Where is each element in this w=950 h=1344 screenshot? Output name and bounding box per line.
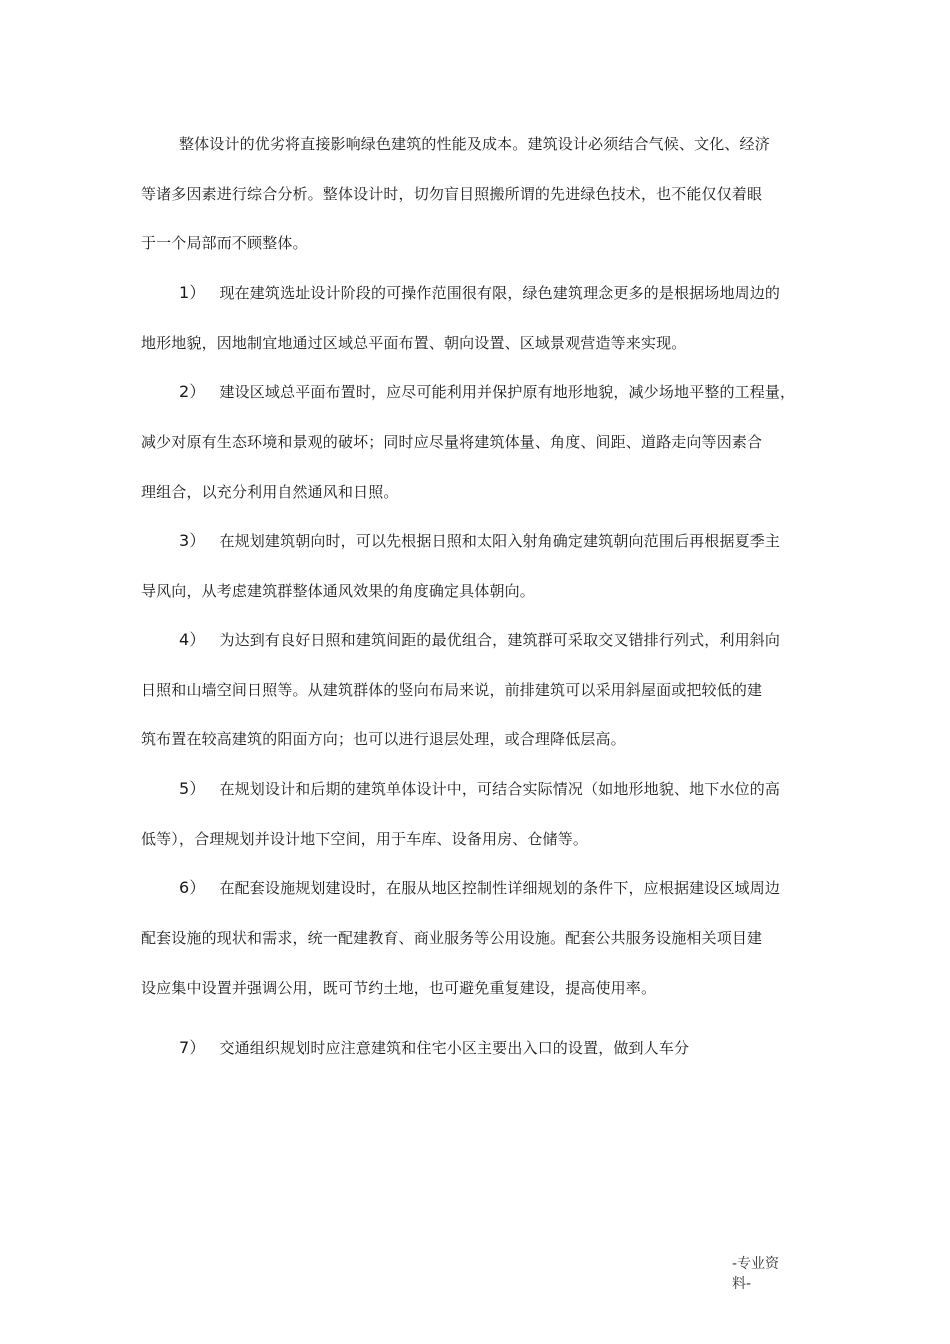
paragraph-line	[179, 134, 770, 154]
paragraph-text: 在规划设计和后期的建筑单体设计中，可结合实际情况（如地形地貌、地下水位的高	[219, 780, 781, 798]
paragraph-line	[179, 531, 780, 551]
paragraph-text: 理组合，以充分利用自然通风和日照。	[141, 483, 399, 501]
page-footer	[732, 1254, 802, 1294]
footer-line-1: -专业资	[732, 1256, 780, 1272]
paragraph-line	[141, 482, 399, 502]
paragraph-line	[141, 729, 626, 749]
item-number: 5）	[179, 779, 206, 798]
item-number: 7）	[179, 1038, 206, 1057]
paragraph-line	[141, 978, 656, 998]
paragraph-text: 低等），合理规划并设计地下空间，用于车库、设备用房、仓储等。	[141, 830, 589, 848]
paragraph-line	[179, 630, 780, 650]
paragraph-line	[141, 581, 535, 601]
paragraph-text: 设应集中设置并强调公用，既可节约土地，也可避免重复建设，提高使用率。	[141, 979, 657, 997]
paragraph-text: 于一个局部而不顾整体。	[141, 234, 308, 252]
paragraph-text: 等诸多因素进行综合分析。整体设计时，切勿盲目照搬所谓的先进绿色技术，也不能仅仅着眼	[141, 185, 763, 203]
paragraph-line	[141, 184, 762, 204]
paragraph-line	[179, 1038, 689, 1058]
paragraph-text: 现在建筑选址设计阶段的可操作范围很有限，绿色建筑理念更多的是根据场地周边的	[219, 284, 781, 302]
item-number: 3）	[179, 531, 206, 550]
paragraph-line	[179, 382, 795, 402]
paragraph-text: 配套设施的现状和需求，统一配建教育、商业服务等公用设施。配套公共服务设施相关项目建	[141, 929, 763, 947]
paragraph-text: 减少对原有生态环境和景观的破坏；同时应尽量将建筑体量、角度、间距、道路走向等因素合	[141, 433, 763, 451]
paragraph-line	[141, 829, 588, 849]
paragraph-text: 在配套设施规划建设时，在服从地区控制性详细规划的条件下，应根据建设区域周边	[219, 879, 781, 897]
paragraph-text: 导风向，从考虑建筑群整体通风效果的角度确定具体朝向。	[141, 582, 535, 600]
paragraph-text: 日照和山墙空间日照等。从建筑群体的竖向布局来说，前排建筑可以采用斜屋面或把较低的建	[141, 681, 763, 699]
paragraph-text: 为达到有良好日照和建筑间距的最优组合，建筑群可采取交叉错排行列式，利用斜向	[219, 631, 781, 649]
paragraph-line	[141, 233, 308, 253]
paragraph-line	[179, 283, 780, 303]
item-number: 4）	[179, 630, 206, 649]
paragraph-text: 在规划建筑朝向时，可以先根据日照和太阳入射角确定建筑朝向范围后再根据夏季主	[219, 532, 781, 550]
paragraph-text: 建设区域总平面布置时，应尽可能利用并保护原有地形地貌，减少场地平整的工程量，	[219, 383, 796, 401]
paragraph-text: 筑布置在较高建筑的阳面方向；也可以进行退层处理，或合理降低层高。	[141, 730, 626, 748]
footer-line-2: 料-	[732, 1276, 752, 1292]
paragraph-line	[141, 432, 762, 452]
paragraph-line	[141, 680, 762, 700]
paragraph-line	[141, 333, 686, 353]
paragraph-line	[179, 878, 780, 898]
paragraph-text: 交通组织规划时应注意建筑和住宅小区主要出入口的设置，做到人车分	[219, 1039, 690, 1057]
paragraph-text: 地形地貌，因地制宜地通过区域总平面布置、朝向设置、区域景观营造等来实现。	[141, 334, 687, 352]
paragraph-line	[179, 779, 780, 799]
item-number: 2）	[179, 382, 206, 401]
item-number: 6）	[179, 878, 206, 897]
paragraph-line	[141, 928, 762, 948]
item-number: 1）	[179, 283, 206, 302]
paragraph-text: 整体设计的优劣将直接影响绿色建筑的性能及成本。建筑设计必须结合气候、文化、经济	[179, 135, 770, 153]
